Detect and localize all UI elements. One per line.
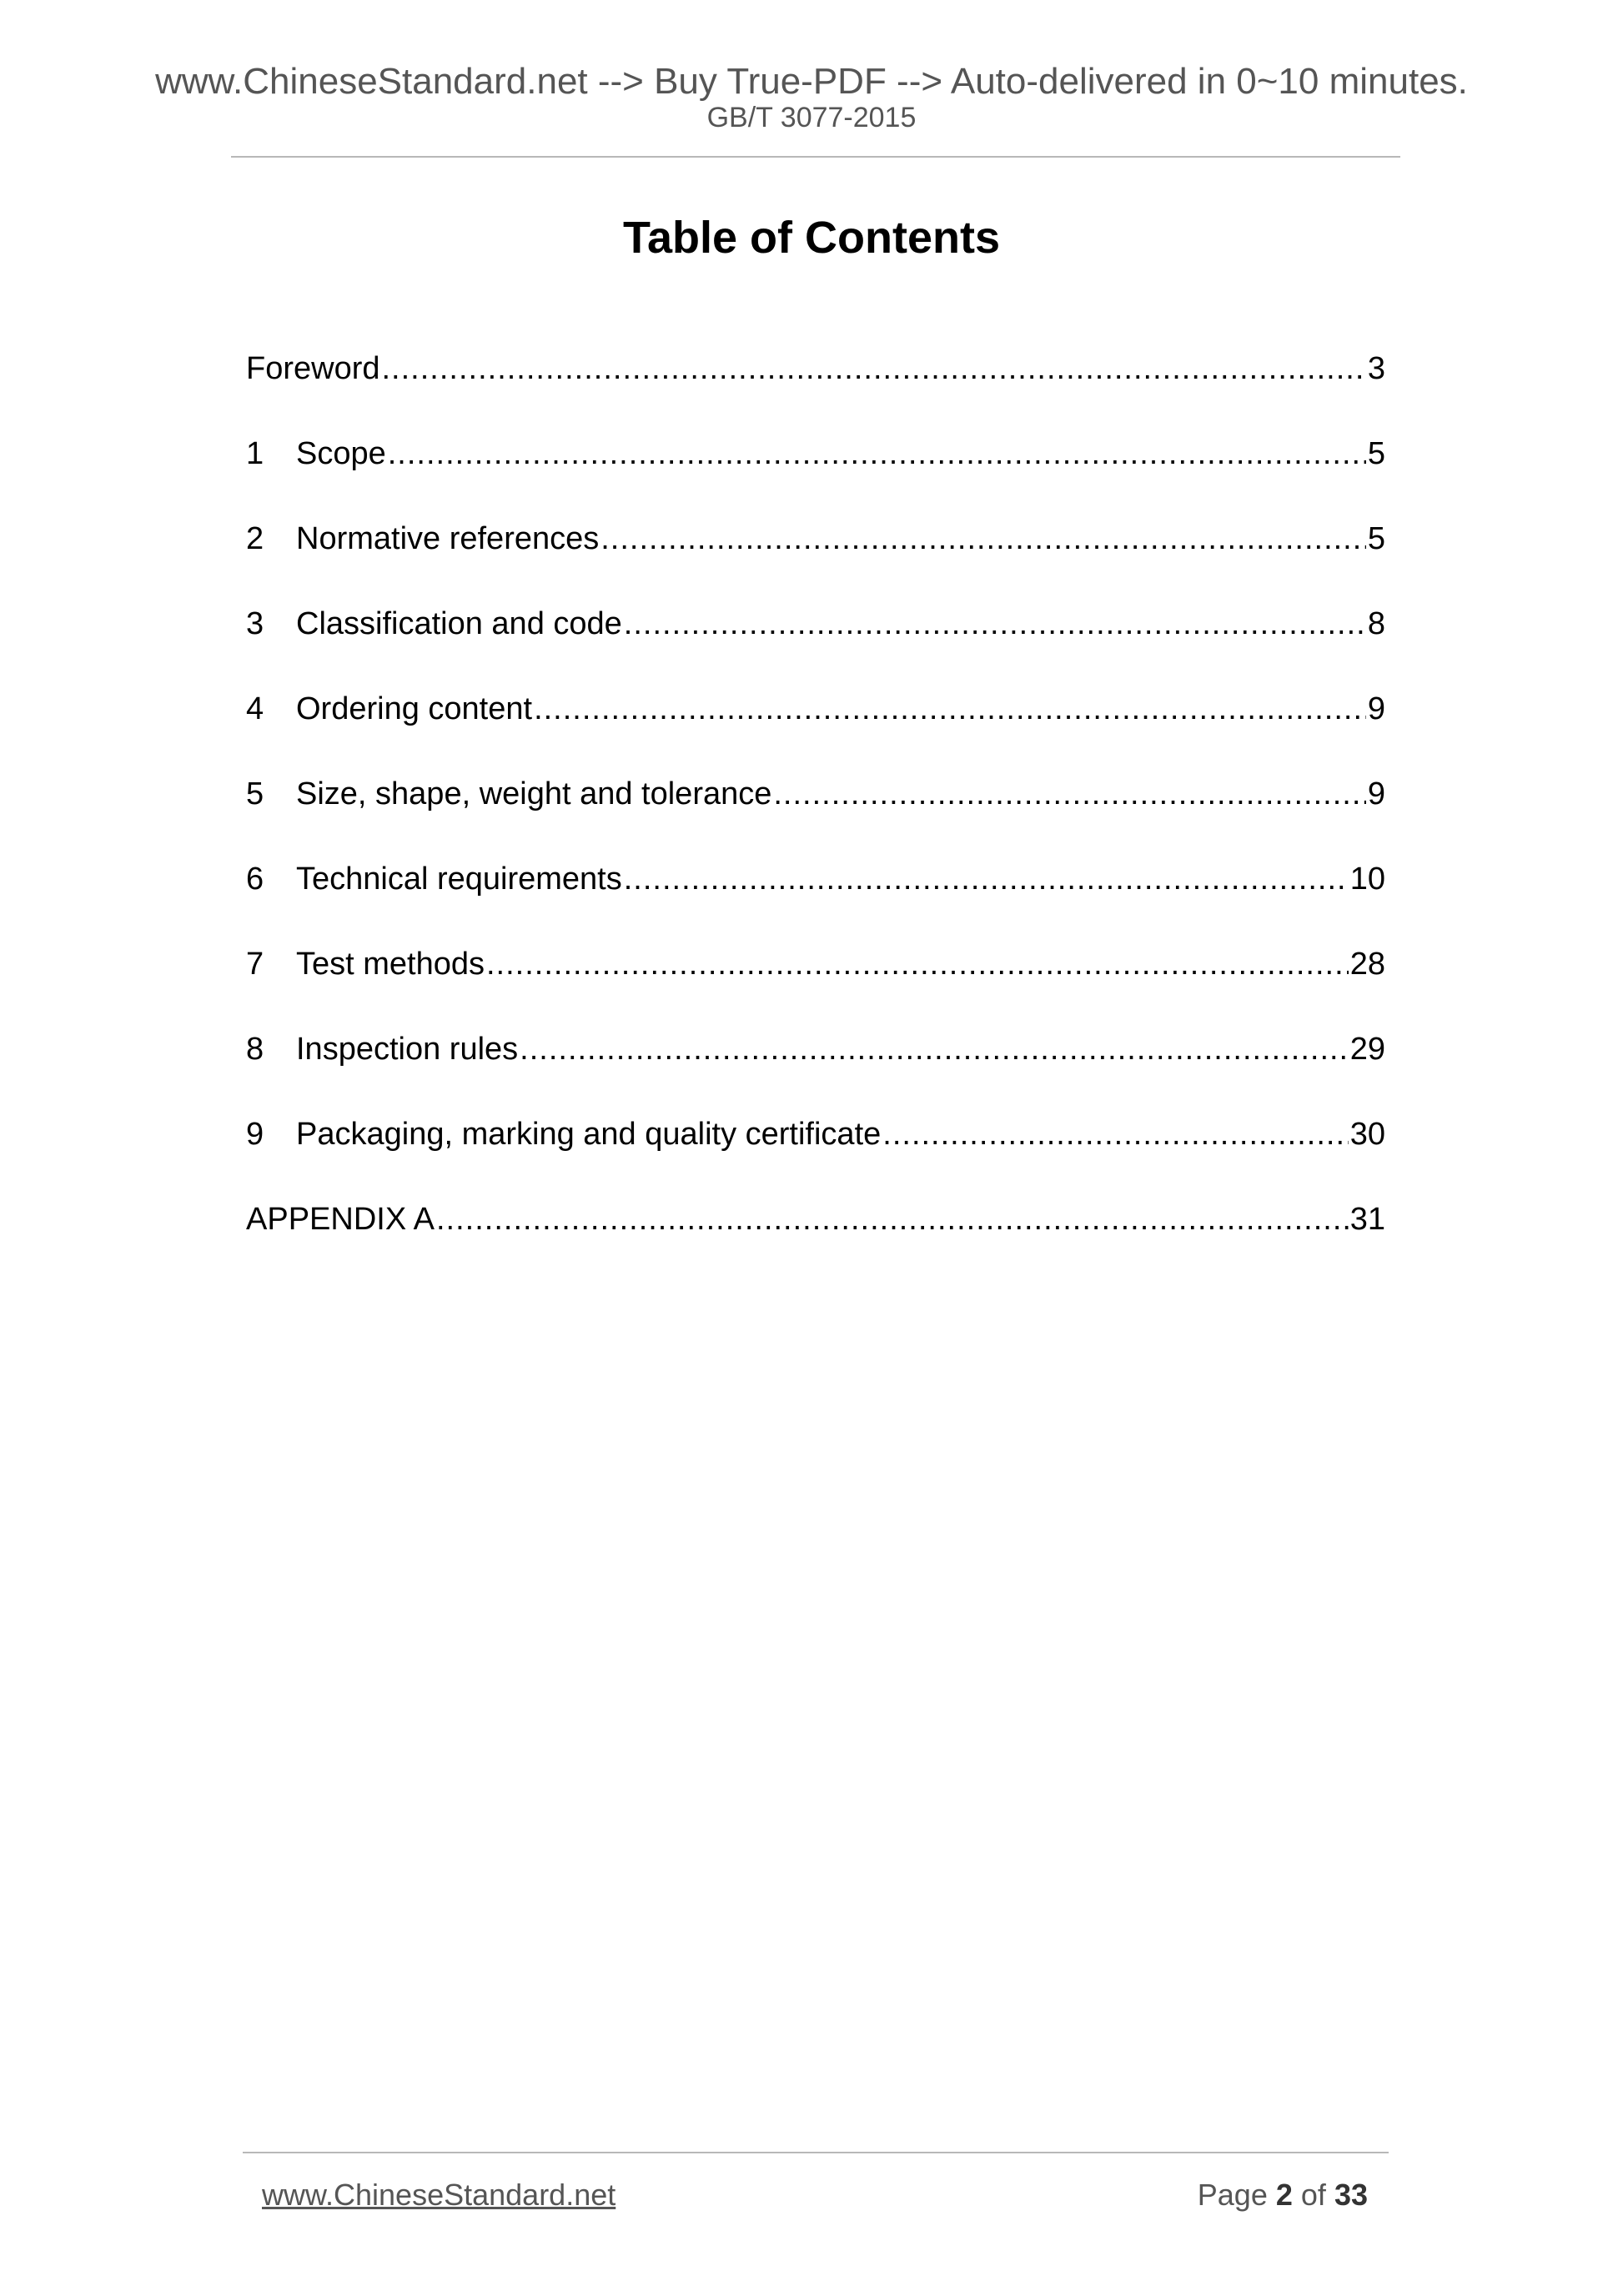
toc-dot-leader [388,434,1366,474]
toc-entry-label: Technical requirements [296,862,622,897]
toc-entry-page: 10 [1349,862,1385,897]
toc-entry-label: Ordering content [296,691,533,726]
toc-entry-label: Packaging, marking and quality certificate [296,1117,882,1152]
toc-entry-page: 9 [1367,691,1385,726]
toc-entry-packaging-marking-certificate[interactable] [246,1114,1385,1154]
toc-entry-size-shape-weight-tolerance[interactable] [246,774,1385,814]
toc-entry-foreword[interactable] [246,349,1385,389]
toc-dot-leader [486,944,1349,984]
toc-entry-page: 29 [1349,1032,1385,1067]
toc-entry-number: 9 [246,1117,264,1152]
toc-entry-label: Classification and code [296,606,622,641]
toc-entry-label: Inspection rules [296,1032,519,1067]
toc-entry-number: 3 [246,606,264,641]
toc-entry-number: 2 [246,521,264,556]
toc-entry-label: Size, shape, weight and tolerance [296,776,772,811]
toc-dot-leader [520,1029,1349,1069]
toc-dot-leader [534,689,1366,729]
toc-entry-page: 8 [1367,606,1385,641]
toc-dot-leader [600,519,1366,559]
toc-entry-label: Test methods [296,947,485,982]
standard-code: GB/T 3077-2015 [706,102,917,133]
toc-entry-number: 7 [246,947,264,982]
toc-entry-label: Scope [296,436,386,471]
page-prefix: Page [1197,2178,1268,2212]
toc-entry-number: 5 [246,776,264,811]
toc-entry-page: 28 [1349,947,1385,982]
toc-entry-appendix-a[interactable] [246,1199,1385,1239]
toc-entry-label: APPENDIX A [246,1202,435,1237]
footer-site-link[interactable]: www.ChineseStandard.net [262,2178,616,2212]
current-page-number: 2 [1275,2178,1293,2212]
toc-entry-page: 9 [1367,776,1385,811]
toc-entry-number: 1 [246,436,264,471]
page-title: Table of Contents [623,213,1000,263]
page-separator: of [1300,2178,1326,2212]
header-divider [231,156,1400,158]
toc-entry-page: 5 [1367,521,1385,556]
toc-entry-number: 8 [246,1032,264,1067]
toc-entry-ordering-content[interactable] [246,689,1385,729]
toc-entry-page: 30 [1349,1117,1385,1152]
toc-dot-leader [624,859,1349,899]
toc-dot-leader [773,774,1365,814]
toc-entry-scope[interactable] [246,434,1385,474]
toc-entry-test-methods[interactable] [246,944,1385,984]
toc-entry-page: 31 [1349,1202,1385,1237]
toc-entry-page: 3 [1367,351,1385,386]
footer-divider [243,2152,1389,2153]
toc-entry-page: 5 [1367,436,1385,471]
toc-entry-number: 6 [246,862,264,897]
toc-entry-label: Normative references [296,521,600,556]
page-indicator [1198,2177,1368,2213]
toc-entry-number: 4 [246,691,264,726]
toc-entry-inspection-rules[interactable] [246,1029,1385,1069]
toc-dot-leader [436,1199,1349,1239]
toc-dot-leader [382,349,1366,389]
toc-dot-leader [882,1114,1348,1154]
toc-dot-leader [624,604,1366,644]
total-pages-number: 33 [1334,2178,1368,2212]
toc-entry-label: Foreword [246,351,380,386]
toc-entry-technical-requirements[interactable] [246,859,1385,899]
header-banner: www.ChineseStandard.net --> Buy True-PDF --> Auto-delivered in 0~10 minutes. [155,61,1468,102]
toc-entry-normative-references[interactable] [246,519,1385,559]
toc-entry-classification-and-code[interactable] [246,604,1385,644]
